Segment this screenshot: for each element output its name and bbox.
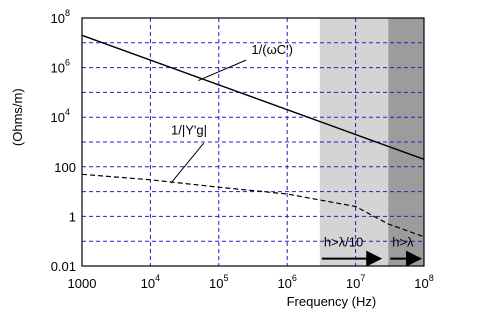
series-leader-0 — [198, 60, 246, 80]
x-tick-labels — [68, 273, 434, 291]
y-tick-label: 100 — [54, 159, 76, 175]
series-leader-1 — [171, 143, 204, 183]
x-tick-label: $10^7$ — [345, 273, 366, 291]
y-tick-label: $10^6$ — [50, 57, 70, 76]
y-tick-labels — [51, 8, 76, 274]
x-tick-label: 1000 — [67, 276, 97, 291]
region-label-1: h>λ — [392, 234, 414, 250]
series-label-1: 1/|Y'g| — [170, 122, 207, 138]
x-axis-label: Frequency (Hz) — [286, 294, 377, 309]
y-tick-label: 1 — [68, 209, 76, 225]
x-tick-label: $10^8$ — [414, 273, 434, 291]
x-tick-label: $10^6$ — [277, 273, 297, 291]
y-tick-label: $10^4$ — [50, 107, 70, 126]
x-tick-label: $10^5$ — [209, 273, 229, 291]
series-label-0: 1/(ωC') — [251, 41, 293, 57]
y-tick-label: 0.01 — [50, 259, 76, 274]
x-tick-label: $10^4$ — [140, 273, 161, 291]
y-axis-label: (Ohms/m) — [10, 88, 25, 147]
y-tick-label: $10^8$ — [50, 8, 70, 26]
region-label-0: h>λ/10 — [323, 234, 364, 250]
